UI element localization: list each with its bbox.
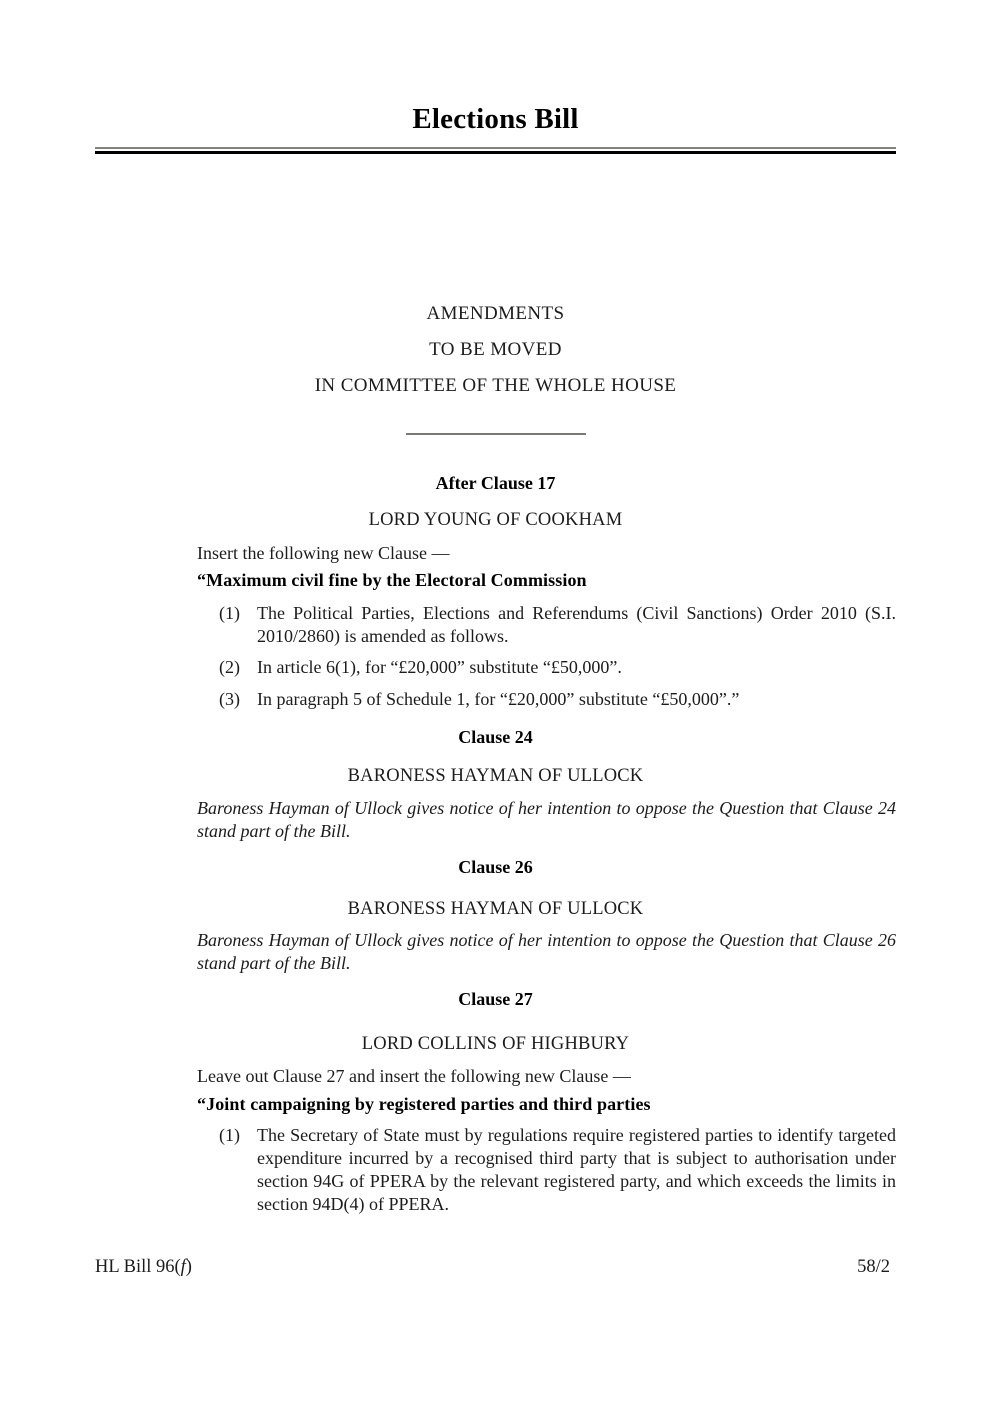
subsection-item bbox=[219, 656, 896, 679]
mover-name: LORD COLLINS OF HIGHBURY bbox=[361, 1034, 630, 1054]
preamble-line-3: IN COMMITTEE OF THE WHOLE HOUSE bbox=[314, 375, 677, 396]
subsection-text: The Secretary of State must by regulations require registered parties to identify targeted expenditure incurred by a recognised third party that is subject to authorisation under section 94G of PPERA by the relevant registered party, and which exceeds the limits in section 94D(4) of PPERA. bbox=[257, 1125, 896, 1214]
subsection-text: In paragraph 5 of Schedule 1, for “£20,000” substitute “£50,000”.” bbox=[257, 689, 740, 709]
mover-name: BARONESS HAYMAN OF ULLOCK bbox=[347, 766, 644, 786]
subsection-item bbox=[219, 688, 896, 711]
subsection-item bbox=[219, 1124, 896, 1216]
new-clause-title: “Maximum civil fine by the Electoral Commission bbox=[197, 570, 587, 590]
page-footer bbox=[95, 1256, 890, 1279]
footer-bill-ref-prefix: HL Bill 96( bbox=[95, 1257, 181, 1277]
footer-bill-reference bbox=[95, 1256, 192, 1279]
clause-heading-after-clause-17: After Clause 17 bbox=[435, 473, 556, 493]
subsection-item bbox=[219, 602, 896, 648]
subsection-number: (1) bbox=[219, 1125, 240, 1145]
subsection-number: (2) bbox=[219, 657, 240, 677]
footer-bill-ref-suffix: ) bbox=[185, 1257, 192, 1277]
subsection-text: The Political Parties, Elections and Referendums (Civil Sanctions) Order 2010 (S.I. 2010/2860) is amended as follows. bbox=[257, 603, 896, 646]
clause-heading-clause-24: Clause 24 bbox=[458, 727, 533, 747]
subsection-text: In article 6(1), for “£20,000” substitute “£50,000”. bbox=[257, 657, 622, 677]
preamble bbox=[95, 296, 896, 404]
amendment-instruction: Insert the following new Clause — bbox=[197, 543, 450, 563]
footer-bill-ref-italic: f bbox=[180, 1257, 186, 1277]
clause-heading-clause-26: Clause 26 bbox=[458, 857, 533, 877]
clause-heading-clause-27: Clause 27 bbox=[458, 989, 533, 1009]
subsection-number: (3) bbox=[219, 689, 240, 709]
opposition-notice: Baroness Hayman of Ullock gives notice of her intention to oppose the Question that Clause 26 stand part of the Bill. bbox=[197, 930, 896, 973]
mover-name: LORD YOUNG OF COOKHAM bbox=[368, 510, 623, 530]
preamble-line-1: AMENDMENTS bbox=[426, 303, 565, 324]
footer-sheet-number: 58/2 bbox=[857, 1257, 890, 1277]
page-title: Elections Bill bbox=[412, 103, 579, 135]
title-double-rule bbox=[95, 147, 896, 154]
new-clause-title: “Joint campaigning by registered parties and third parties bbox=[197, 1094, 651, 1114]
preamble-line-2: TO BE MOVED bbox=[429, 339, 562, 360]
mover-name: BARONESS HAYMAN OF ULLOCK bbox=[347, 899, 644, 919]
amendment-instruction: Leave out Clause 27 and insert the following new Clause — bbox=[197, 1066, 631, 1086]
subsection-number: (1) bbox=[219, 603, 240, 623]
opposition-notice: Baroness Hayman of Ullock gives notice of her intention to oppose the Question that Clause 24 stand part of the Bill. bbox=[197, 798, 896, 841]
separator-rule bbox=[406, 433, 586, 435]
